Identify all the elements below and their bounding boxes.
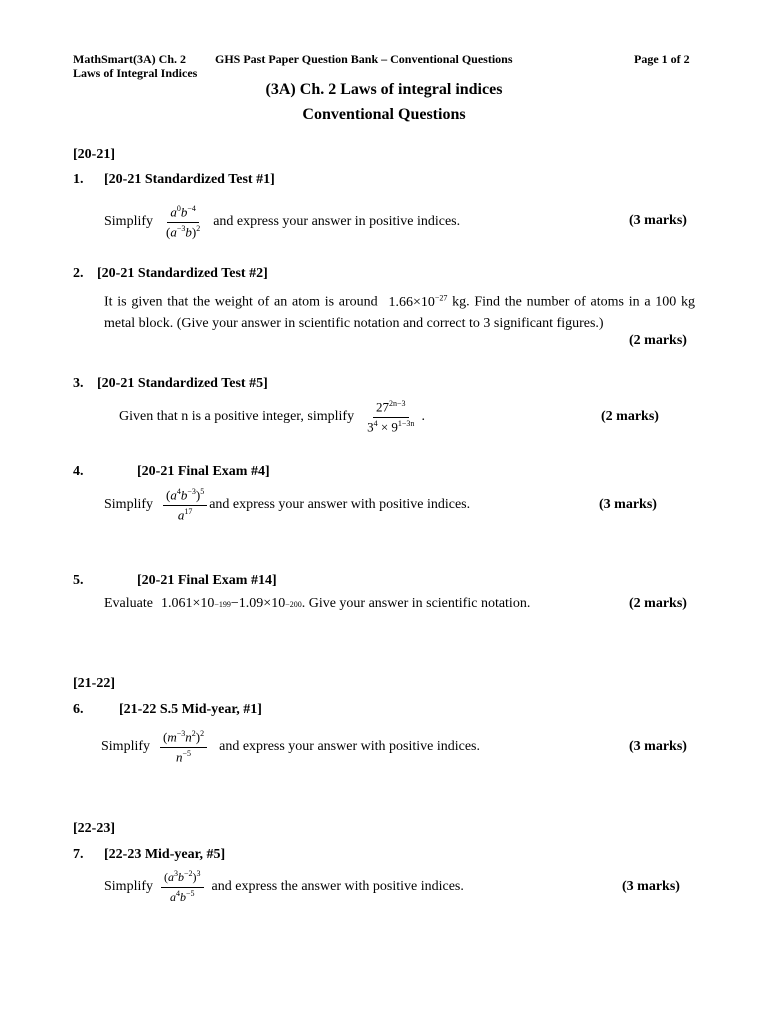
question-text: Evaluate xyxy=(104,596,153,611)
marks-label: (2 marks) xyxy=(629,596,687,611)
question-number: 1. xyxy=(73,172,84,187)
math-value: −1.09×10 xyxy=(230,596,286,611)
question-text: Simplify xyxy=(104,879,154,894)
question-7-body xyxy=(104,868,464,906)
question-6-body xyxy=(101,726,480,768)
math-expression: $\frac{a^0b^{-4}}{(a^{-3}b)^2}$ xyxy=(166,203,201,239)
question-number: 2. xyxy=(73,266,84,281)
question-text: It is given that the weight of an atom is around xyxy=(104,294,378,310)
math-expression: $\frac{(a^4b^{-3})^5}{a^{17}}$ xyxy=(163,488,207,522)
question-text: and express your answer with positive indices. xyxy=(219,739,480,754)
marks-label: (2 marks) xyxy=(601,409,659,424)
marks-label: (3 marks) xyxy=(629,739,687,754)
question-3-body xyxy=(119,397,425,437)
question-text: and express the answer with positive indices. xyxy=(211,879,464,894)
math-expression: $\frac{(m^{-3}n^2)^2}{n^{-5}}$ xyxy=(160,730,207,764)
question-heading: [20-21 Final Exam #14] xyxy=(137,573,277,588)
question-text: Simplify xyxy=(104,214,154,229)
question-heading: [21-22 S.5 Mid-year, #1] xyxy=(119,702,262,717)
section-label-22-23: [22-23] xyxy=(73,821,115,836)
marks-label: (3 marks) xyxy=(599,497,657,512)
question-number: 5. xyxy=(73,573,84,588)
section-label-20-21: [20-21] xyxy=(73,147,115,162)
question-heading: [20-21 Standardized Test #1] xyxy=(104,172,275,187)
math-value: 1.061×10 xyxy=(160,596,215,611)
header-chapter: Laws of Integral Indices xyxy=(73,66,198,80)
question-1-body xyxy=(104,200,460,244)
header-bank-title: GHS Past Paper Question Bank – Conventional Questions xyxy=(215,52,513,66)
question-text: Simplify xyxy=(101,739,151,754)
question-number: 4. xyxy=(73,464,84,479)
question-number: 3. xyxy=(73,376,84,391)
marks-label: (2 marks) xyxy=(629,333,687,348)
page-subtitle: Conventional Questions xyxy=(302,106,466,123)
question-heading: [22-23 Mid-year, #5] xyxy=(104,847,226,862)
question-text: . xyxy=(421,409,425,424)
question-5-body xyxy=(104,594,530,614)
question-2-body xyxy=(104,287,695,335)
question-heading: [20-21 Standardized Test #5] xyxy=(97,376,268,391)
question-heading: [20-21 Final Exam #4] xyxy=(137,464,270,479)
question-text: kg. Find the number of atoms in a 100 kg metal block. (Give your answer in scientific notation and correct to 3 significant figures.) xyxy=(104,294,696,332)
question-text: and express your answer with positive indices. xyxy=(209,497,471,512)
math-value: 1.66×10 xyxy=(388,294,435,310)
math-exponent: −199 xyxy=(214,599,231,609)
question-text: and express your answer in positive indices. xyxy=(213,214,461,229)
question-4-body xyxy=(104,484,470,526)
question-number: 6. xyxy=(73,702,84,717)
math-exponent: −27 xyxy=(434,293,448,302)
math-expression: $\frac{(a^3b^{-2})^3}{a^4b^{-5}}$ xyxy=(161,870,204,903)
question-text: Simplify xyxy=(104,497,154,512)
question-number: 7. xyxy=(73,847,84,862)
section-label-21-22: [21-22] xyxy=(73,676,115,691)
page-number: Page 1 of 2 xyxy=(634,52,690,66)
question-text: . Give your answer in scientific notation. xyxy=(301,596,531,611)
question-heading: [20-21 Standardized Test #2] xyxy=(97,266,268,281)
math-expression: $\frac{27^{2n-3}}{3^4 \times 9^{1-3n}}$ xyxy=(367,398,415,434)
header-course: MathSmart(3A) Ch. 2 xyxy=(73,52,186,66)
question-text: Given that n is a positive integer, simplify xyxy=(119,409,355,424)
marks-label: (3 marks) xyxy=(622,879,680,894)
marks-label: (3 marks) xyxy=(629,213,687,228)
math-exponent: −200 xyxy=(285,599,302,609)
page-title: (3A) Ch. 2 Laws of integral indices xyxy=(265,81,503,98)
